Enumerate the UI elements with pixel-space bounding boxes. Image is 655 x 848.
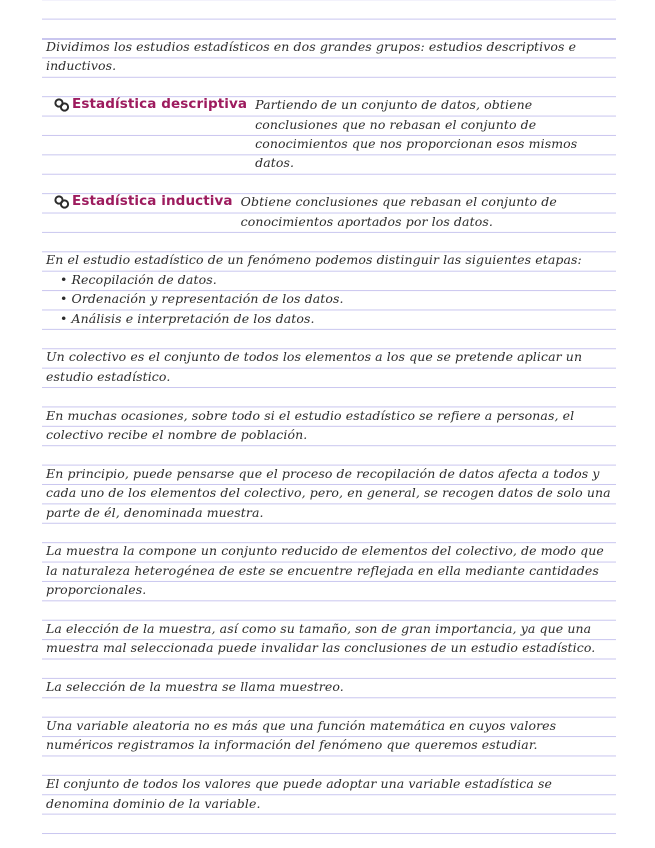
definition-title: Estadística descriptiva: [72, 96, 248, 113]
definition-body: Obtiene conclusiones que rebasan el conjunto de conocimientos aportados por los datos.: [240, 194, 557, 229]
paragraph-muestreo: La selección de la muestra se llama muestreo.: [46, 679, 344, 695]
definition-body: Partiendo de un conjunto de datos, obtiene conclusiones que no rebasan el conjunto de conocimientos que nos proporcionan esos mismos datos.: [255, 97, 578, 171]
list-item: • Ordenación y representación de los datos.: [60, 289, 614, 308]
paragraph-colectivo: Un colectivo es el conjunto de todos los elementos a los que se pretende aplicar un estudio estadístico.: [46, 349, 583, 384]
definition-head: [54, 95, 255, 173]
paragraph-variable-aleatoria: Una variable aleatoria no es más que una función matemática en cuyos valores numéricos registramos la información del fenómeno que queremos estudiar.: [46, 718, 557, 753]
definition-title: Estadística inductiva: [72, 193, 233, 210]
stages-list: [46, 270, 614, 328]
link-icon: [54, 98, 70, 112]
list-item: • Análisis e interpretación de los datos.: [60, 309, 614, 328]
paragraph-recopilacion: En principio, puede pensarse que el proceso de recopilación de datos afecta a todos y cada uno de los elementos del colectivo, pero, en general, se recogen datos de solo una parte de él, denominada muestra.: [46, 465, 611, 520]
page-content: [46, 37, 614, 832]
list-item: • Recopilación de datos.: [60, 270, 614, 289]
stages-block: [46, 250, 614, 328]
definition-inductiva: [46, 192, 614, 231]
definition-descriptiva: [46, 95, 614, 173]
stages-lead: En el estudio estadístico de un fenómeno podemos distinguir las siguientes etapas:: [46, 252, 582, 268]
intro-paragraph: Dividimos los estudios estadísticos en dos grandes grupos: estudios descriptivos e inductivos.: [46, 39, 577, 74]
paragraph-muestra: La muestra la compone un conjunto reducido de elementos del colectivo, de modo que la naturaleza heterogénea de este se encuentre reflejada en ella mediante cantidades proporcionales.: [46, 543, 604, 598]
link-icon: [54, 195, 70, 209]
paragraph-poblacion: En muchas ocasiones, sobre todo si el estudio estadístico se refiere a personas, el colectivo recibe el nombre de población.: [46, 407, 575, 443]
paragraph-dominio: El conjunto de todos los valores que puede adoptar una variable estadística se denomina dominio de la variable.: [46, 776, 552, 811]
paragraph-eleccion-muestra: La elección de la muestra, así como su tamaño, son de gran importancia, ya que una muestra mal seleccionada puede invalidar las conclusiones de un estudio estadístico.: [46, 621, 596, 656]
definition-head: [54, 192, 241, 231]
